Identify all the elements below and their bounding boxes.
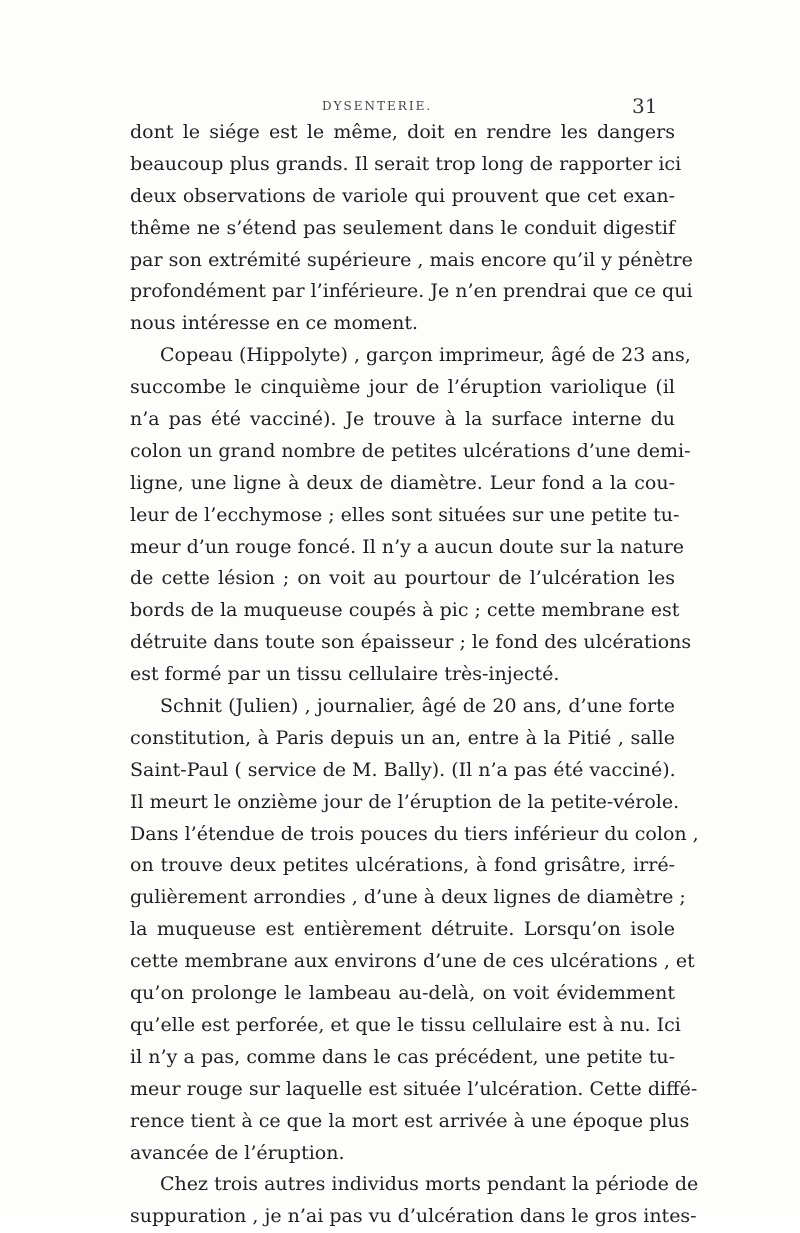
- paragraph-start-line: Chez trois autres individus morts pendant la période de: [160, 1173, 699, 1196]
- body-text: [130, 117, 699, 1233]
- text-line: ligne, une ligne à deux de diamètre. Leur fond a la cou-: [130, 471, 675, 494]
- text-line: gulièrement arrondies , d’une à deux lignes de diamètre ;: [130, 886, 686, 909]
- text-line: meur d’un rouge foncé. Il n’y a aucun doute sur la nature: [130, 535, 685, 558]
- text-line: Il meurt le onzième jour de l’éruption de la petite-vérole.: [130, 790, 680, 813]
- paragraph-start-line: Schnit (Julien) , journalier, âgé de 20 ans, d’une forte: [160, 695, 675, 718]
- text-line: est formé par un tissu cellulaire très-injecté.: [130, 663, 560, 686]
- text-line: beaucoup plus grands. Il serait trop long de rapporter ici: [130, 152, 682, 175]
- text-line: leur de l’ecchymose ; elles sont situées sur une petite tu-: [130, 503, 680, 526]
- text-line: nous intéresse en ce moment.: [130, 312, 419, 335]
- text-line: la muqueuse est entièrement détruite. Lorsqu’on isole: [130, 918, 675, 941]
- text-line: n’a pas été vacciné). Je trouve à la surface interne du: [130, 408, 675, 431]
- text-line: qu’on prolonge le lambeau au-delà, on voit évidemment: [130, 982, 675, 1005]
- page-number: 31: [632, 94, 658, 118]
- text-line: profondément par l’inférieure. Je n’en prendrai que ce qui: [130, 280, 693, 303]
- text-line: dont le siége est le même, doit en rendre les dangers: [130, 121, 675, 143]
- text-line: Saint-Paul ( service de M. Bally). (Il n’a pas été vacciné).: [130, 758, 676, 781]
- text-line: cette membrane aux environs d’une de ces ulcérations , et: [130, 950, 695, 973]
- text-line: thême ne s’étend pas seulement dans le conduit digestif: [130, 216, 675, 239]
- running-head: DYSENTERIE.: [322, 99, 433, 113]
- text-line: rence tient à ce que la mort est arrivée à une époque plus: [130, 1109, 690, 1132]
- text-line: avancée de l’éruption.: [130, 1141, 345, 1164]
- paragraph-start-line: Copeau (Hippolyte) , garçon imprimeur, âgé de 23 ans,: [160, 344, 691, 367]
- text-line: qu’elle est perforée, et que le tissu cellulaire est à nu. Ici: [130, 1013, 681, 1036]
- text-line: il n’y a pas, comme dans le cas précédent, une petite tu-: [130, 1045, 675, 1068]
- text-line: on trouve deux petites ulcérations, à fond grisâtre, irré-: [130, 854, 675, 877]
- text-line: détruite dans toute son épaisseur ; le fond des ulcérations: [130, 631, 692, 654]
- text-line: meur rouge sur laquelle est située l’ulcération. Cette diffé-: [130, 1077, 698, 1100]
- text-line: constitution, à Paris depuis un an, entre à la Pitié , salle: [130, 726, 675, 749]
- text-line: bords de la muqueuse coupés à pic ; cette membrane est: [130, 599, 680, 622]
- text-line: de cette lésion ; on voit au pourtour de l’ulcération les: [130, 567, 675, 590]
- text-line: par son extrémité supérieure , mais encore qu’il y pénètre: [130, 248, 693, 271]
- text-line: Dans l’étendue de trois pouces du tiers inférieur du colon ,: [130, 822, 699, 845]
- text-line: deux observations de variole qui prouvent que cet exan-: [130, 184, 675, 207]
- text-line: colon un grand nombre de petites ulcérations d’une demi-: [130, 439, 691, 462]
- text-line: suppuration , je n’ai pas vu d’ulcération dans le gros intes-: [130, 1205, 697, 1228]
- text-line: succombe le cinquième jour de l’éruption variolique (il: [130, 376, 675, 399]
